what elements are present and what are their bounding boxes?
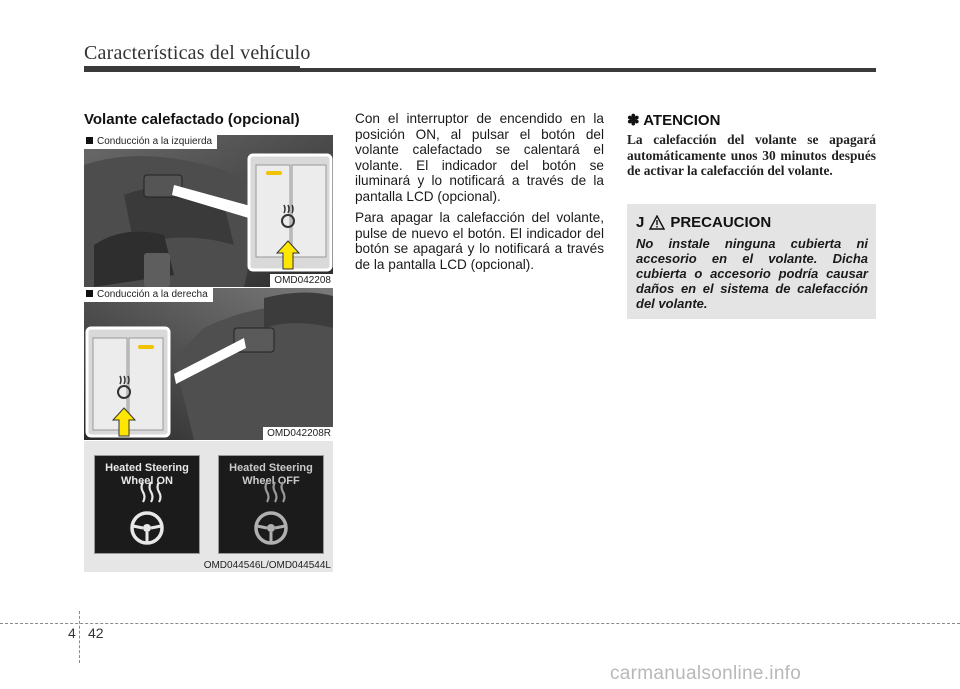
footer-vertical-rule [79, 611, 80, 663]
lcd-heated-on [94, 455, 200, 554]
section-heading: Volante calefactado (opcional) [84, 111, 300, 128]
lcd-heated-off [218, 455, 324, 554]
lcd-on-text: Heated Steering Wheel ON [105, 462, 189, 487]
precaucion-box [627, 204, 876, 319]
precaucion-heading [636, 214, 771, 231]
lcd-indicator-panel [84, 441, 333, 572]
atencion-title: ATENCION [643, 112, 721, 129]
steering-wheel-heated-on-icon [95, 456, 199, 553]
dashboard-illustration-left [84, 135, 333, 287]
atencion-heading [627, 111, 720, 129]
precaucion-body: No instale ninguna cubierta ni accesorio en el volante. Dicha cubierta o accesorio podría causar daños en el sistema de calefacción del volante. [636, 236, 868, 311]
photo-caption-left: Conducción a la izquierda [84, 135, 217, 149]
page-number: 42 [88, 625, 104, 641]
dashboard-illustration-right [84, 288, 333, 440]
warning-triangle-icon [649, 215, 665, 230]
page-header-title: Características del vehículo [84, 42, 311, 64]
precaucion-title: PRECAUCION [670, 214, 772, 231]
heated-wheel-description [355, 111, 604, 278]
header-rule-accent [84, 66, 300, 72]
photo-right-hand-drive [84, 288, 333, 440]
photo-code-left: OMD042208 [270, 274, 333, 287]
atencion-body: La calefacción del volante se apagará automáticamente unos 30 minutos después de activar la calefacción del volante. [627, 132, 876, 178]
lcd-off-text: Heated Steering Wheel OFF [229, 462, 313, 487]
footer-rule [0, 623, 960, 624]
paragraph-on: Con el interruptor de encendido en la posición ON, al pulsar el botón del volante calefactado se calentará el volante. El indicador del botón se iluminará y lo notificará a través de la pantalla LCD (opcional). [355, 111, 604, 204]
steering-wheel-heated-off-icon [219, 456, 323, 553]
photo-left-hand-drive [84, 135, 333, 287]
paragraph-off: Para apagar la calefacción del volante, pulse de nuevo el botón. El indicador del botón se apagará y lo notificará a través de la pantalla LCD (opcional). [355, 210, 604, 272]
watermark-text: carmanualsonline.info [610, 663, 802, 684]
chapter-number: 4 [68, 625, 76, 641]
photo-code-right: OMD042208R [263, 427, 333, 440]
photo-caption-right: Conducción a la derecha [84, 288, 213, 302]
precaucion-prefix: J [636, 214, 645, 231]
atencion-symbol-icon: ✽ [627, 112, 640, 129]
indicator-code: OMD044546L/OMD044544L [203, 560, 331, 571]
